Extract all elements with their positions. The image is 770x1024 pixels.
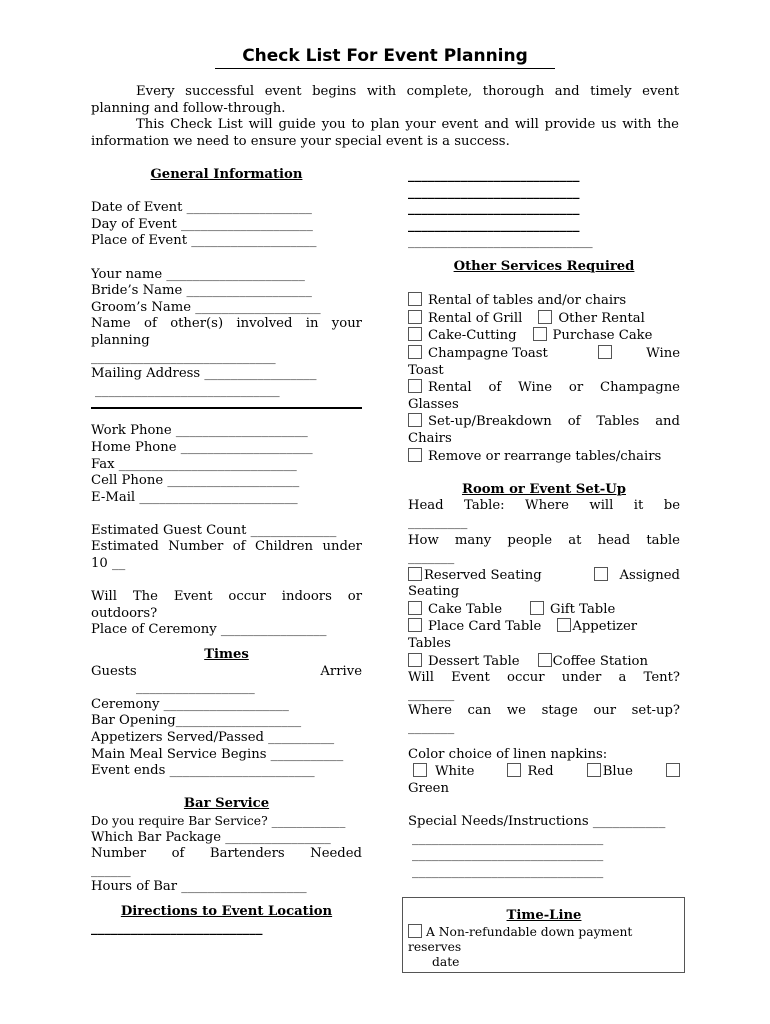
- timeline-item-label-2: reserves: [408, 940, 462, 954]
- bartenders-field[interactable]: ______: [91, 862, 131, 878]
- service-cake-cutting-label: Cake-Cutting: [428, 328, 517, 344]
- guests-label: Guests: [91, 663, 137, 679]
- directions-field[interactable]: __________________________: [91, 920, 263, 936]
- place-card-label: Place Card Table: [428, 619, 542, 635]
- timeline-heading: Time-Line: [506, 908, 582, 923]
- special-needs-line-1[interactable]: _____________________________: [412, 830, 604, 846]
- checkbox-champagne[interactable]: [408, 345, 422, 359]
- others-field[interactable]: ____________________________: [91, 349, 276, 365]
- indoors-label: Will The Event occur indoors or: [91, 589, 362, 605]
- date-field[interactable]: Date of Event ___________________: [91, 200, 312, 216]
- checkbox-blue[interactable]: [587, 763, 601, 777]
- blank-line-4[interactable]: __________________________: [408, 217, 580, 233]
- blank-line-2[interactable]: __________________________: [408, 184, 580, 200]
- dessert-coffee-row: [408, 653, 680, 671]
- checkbox-wine[interactable]: [598, 345, 612, 359]
- service-champagne-label: Champagne Toast: [428, 345, 548, 361]
- main-meal-field[interactable]: Main Meal Service Begins ___________: [91, 746, 344, 762]
- blank-line-3[interactable]: __________________________: [408, 201, 580, 217]
- ceremony-place-field[interactable]: Place of Ceremony ________________: [91, 622, 327, 638]
- checkbox-green[interactable]: [666, 763, 680, 777]
- stage-label: Where can we stage our set-up?: [408, 703, 680, 719]
- service-tables-label: Rental of tables and/or chairs: [428, 293, 627, 309]
- linen-label: Color choice of linen napkins:: [408, 746, 608, 762]
- blank-line-1[interactable]: __________________________: [408, 168, 580, 183]
- divider-rule: [91, 399, 362, 409]
- checkbox-down-payment[interactable]: [408, 924, 422, 938]
- checkbox-purchase-cake[interactable]: [533, 327, 547, 341]
- service-grill-row: [408, 310, 680, 328]
- mailing-address-field-2[interactable]: ____________________________: [95, 382, 280, 398]
- checkbox-red[interactable]: [507, 763, 521, 777]
- coffee-label: Coffee Station: [552, 653, 648, 669]
- timeline-item-label-3: date: [432, 955, 460, 969]
- service-champagne-row: [408, 345, 680, 363]
- service-purchase-cake-label: Purchase Cake: [552, 328, 653, 344]
- appetizers-field[interactable]: Appetizers Served/Passed __________: [91, 730, 335, 745]
- bar-hours-field[interactable]: Hours of Bar ___________________: [91, 879, 307, 895]
- service-grill-label: Rental of Grill: [428, 310, 523, 326]
- guests-arrive-field[interactable]: __________________: [136, 680, 255, 696]
- children-label: Estimated Number of Children under: [91, 539, 362, 555]
- bar-opening-field[interactable]: Bar Opening___________________: [91, 713, 302, 729]
- bar-require-field[interactable]: Do you require Bar Service? ____________: [91, 813, 346, 828]
- special-needs-line-2[interactable]: _____________________________: [412, 847, 604, 863]
- service-remove-label: Remove or rearrange tables/chairs: [428, 448, 662, 464]
- title-block: [215, 46, 555, 69]
- green-label: Green: [408, 780, 449, 796]
- bride-name-field[interactable]: Bride’s Name ___________________: [91, 283, 312, 299]
- arrive-label: Arrive: [320, 663, 362, 679]
- head-table-field[interactable]: _________: [408, 514, 468, 530]
- service-other-rental-label: Other Rental: [558, 310, 645, 326]
- checkbox-cake-table[interactable]: [408, 601, 422, 615]
- times-heading: Times: [204, 647, 249, 663]
- checkbox-reserved-seating[interactable]: [408, 567, 422, 581]
- cake-gift-row: [408, 601, 680, 619]
- seating-label-2: Seating: [408, 584, 460, 600]
- service-remove-row: [408, 448, 680, 466]
- checkbox-appetizer[interactable]: [557, 618, 571, 632]
- intro-paragraph-2: This Check List will guide you to plan your event and will provide us with the information we need to ensure your special event is a success.: [91, 117, 679, 149]
- timeline-item-row: [408, 924, 680, 940]
- checkbox-setup[interactable]: [408, 413, 422, 427]
- timeline-box: [402, 897, 685, 973]
- place-card-row: [408, 618, 680, 636]
- how-many-label: How many people at head table: [408, 533, 680, 549]
- fax-field[interactable]: Fax ___________________________: [91, 456, 297, 472]
- tables-label-2: Tables: [408, 636, 451, 652]
- service-setup-row: [408, 413, 680, 431]
- children-field[interactable]: 10 __: [91, 556, 126, 572]
- checkbox-remove[interactable]: [408, 448, 422, 462]
- service-wine-label-2: Toast: [408, 362, 444, 378]
- gift-table-label: Gift Table: [550, 601, 616, 617]
- checkbox-assigned-seating[interactable]: [594, 567, 608, 581]
- home-phone-field[interactable]: Home Phone ____________________: [91, 439, 313, 455]
- your-name-field[interactable]: Your name _____________________: [91, 266, 305, 282]
- appetizer-label: Appetizer: [572, 619, 638, 635]
- linen-blank[interactable]: _____________________________: [408, 736, 600, 747]
- checkbox-cake-cutting[interactable]: [408, 327, 422, 341]
- special-needs-field[interactable]: Special Needs/Instructions ___________: [408, 813, 666, 829]
- checkbox-tables[interactable]: [408, 292, 422, 306]
- guests-arrive-row: [91, 664, 362, 681]
- seating-row: [408, 567, 680, 585]
- right-column: [408, 168, 680, 880]
- checkbox-rental-wine[interactable]: [408, 379, 422, 393]
- bar-heading: Bar Service: [183, 796, 270, 812]
- head-table-label: Head Table: Where will it be: [408, 498, 680, 514]
- event-ends-field[interactable]: Event ends ______________________: [91, 763, 315, 779]
- service-tables: [408, 292, 680, 310]
- assigned-seating-label: Assigned: [619, 567, 680, 583]
- timeline-item-label: A Non-refundable down payment: [426, 925, 633, 939]
- room-heading: Room or Event Set-Up: [461, 481, 626, 497]
- special-needs-line-3[interactable]: _____________________________: [412, 863, 604, 879]
- checkbox-coffee[interactable]: [538, 653, 552, 667]
- day-field[interactable]: Day of Event ____________________: [91, 216, 313, 232]
- red-label: Red: [527, 764, 554, 780]
- mailing-address-field[interactable]: Mailing Address _________________: [91, 366, 317, 382]
- others-label: Name of other(s) involved in your: [91, 316, 362, 332]
- checkbox-white[interactable]: [413, 763, 427, 777]
- how-many-field[interactable]: _______: [408, 550, 455, 566]
- service-rental-wine-row: [408, 379, 680, 397]
- checkbox-gift-table[interactable]: [530, 601, 544, 615]
- indoors-label-2[interactable]: outdoors?: [91, 605, 158, 621]
- white-label: White: [435, 764, 475, 780]
- page-title: Check List For Event Planning: [242, 46, 528, 66]
- place-field[interactable]: Place of Event ___________________: [91, 233, 317, 249]
- bartenders-label: Number of Bartenders Needed: [91, 846, 362, 862]
- directions-heading: Directions to Event Location: [120, 903, 333, 919]
- service-wine-label: Wine: [646, 345, 680, 361]
- general-heading: General Information: [150, 167, 303, 182]
- blue-label: Blue: [602, 764, 633, 780]
- checkbox-grill[interactable]: [408, 310, 422, 324]
- checkbox-place-card[interactable]: [408, 618, 422, 632]
- reserved-seating-label: Reserved Seating: [424, 567, 542, 583]
- email-field[interactable]: E-Mail ________________________: [91, 489, 298, 505]
- blank-line-5[interactable]: ____________________________: [408, 234, 593, 250]
- intro: [91, 84, 679, 150]
- stage-field[interactable]: _______: [408, 720, 455, 735]
- service-rental-wine-label: Rental of Wine or Champagne: [428, 380, 680, 396]
- guest-count-field[interactable]: Estimated Guest Count _____________: [91, 522, 337, 538]
- services-heading: Other Services Required: [453, 258, 635, 274]
- service-rental-wine-label-2: Glasses: [408, 396, 459, 412]
- cake-table-label: Cake Table: [428, 601, 503, 617]
- service-setup-label: Set-up/Breakdown of Tables and: [428, 414, 680, 430]
- service-cake-row: [408, 327, 680, 345]
- checkbox-other-rental[interactable]: [538, 310, 552, 324]
- tent-field[interactable]: _______: [408, 686, 455, 702]
- cell-phone-field[interactable]: Cell Phone ____________________: [91, 473, 300, 489]
- bar-package-field[interactable]: Which Bar Package ________________: [91, 829, 331, 845]
- linen-options: [408, 763, 680, 781]
- others-label-2: planning: [91, 332, 150, 348]
- dessert-label: Dessert Table: [428, 653, 520, 669]
- work-phone-field[interactable]: Work Phone ____________________: [91, 423, 308, 439]
- tent-label: Will Event occur under a Tent?: [408, 670, 680, 686]
- left-column: [91, 167, 362, 937]
- service-setup-label-2: Chairs: [408, 430, 452, 446]
- checkbox-dessert[interactable]: [408, 653, 422, 667]
- groom-name-field[interactable]: Groom’s Name ___________________: [91, 299, 321, 315]
- ceremony-time-field[interactable]: Ceremony ___________________: [91, 696, 289, 712]
- intro-paragraph-1: Every successful event begins with complete, thorough and timely event planning and follow-through.: [91, 84, 679, 116]
